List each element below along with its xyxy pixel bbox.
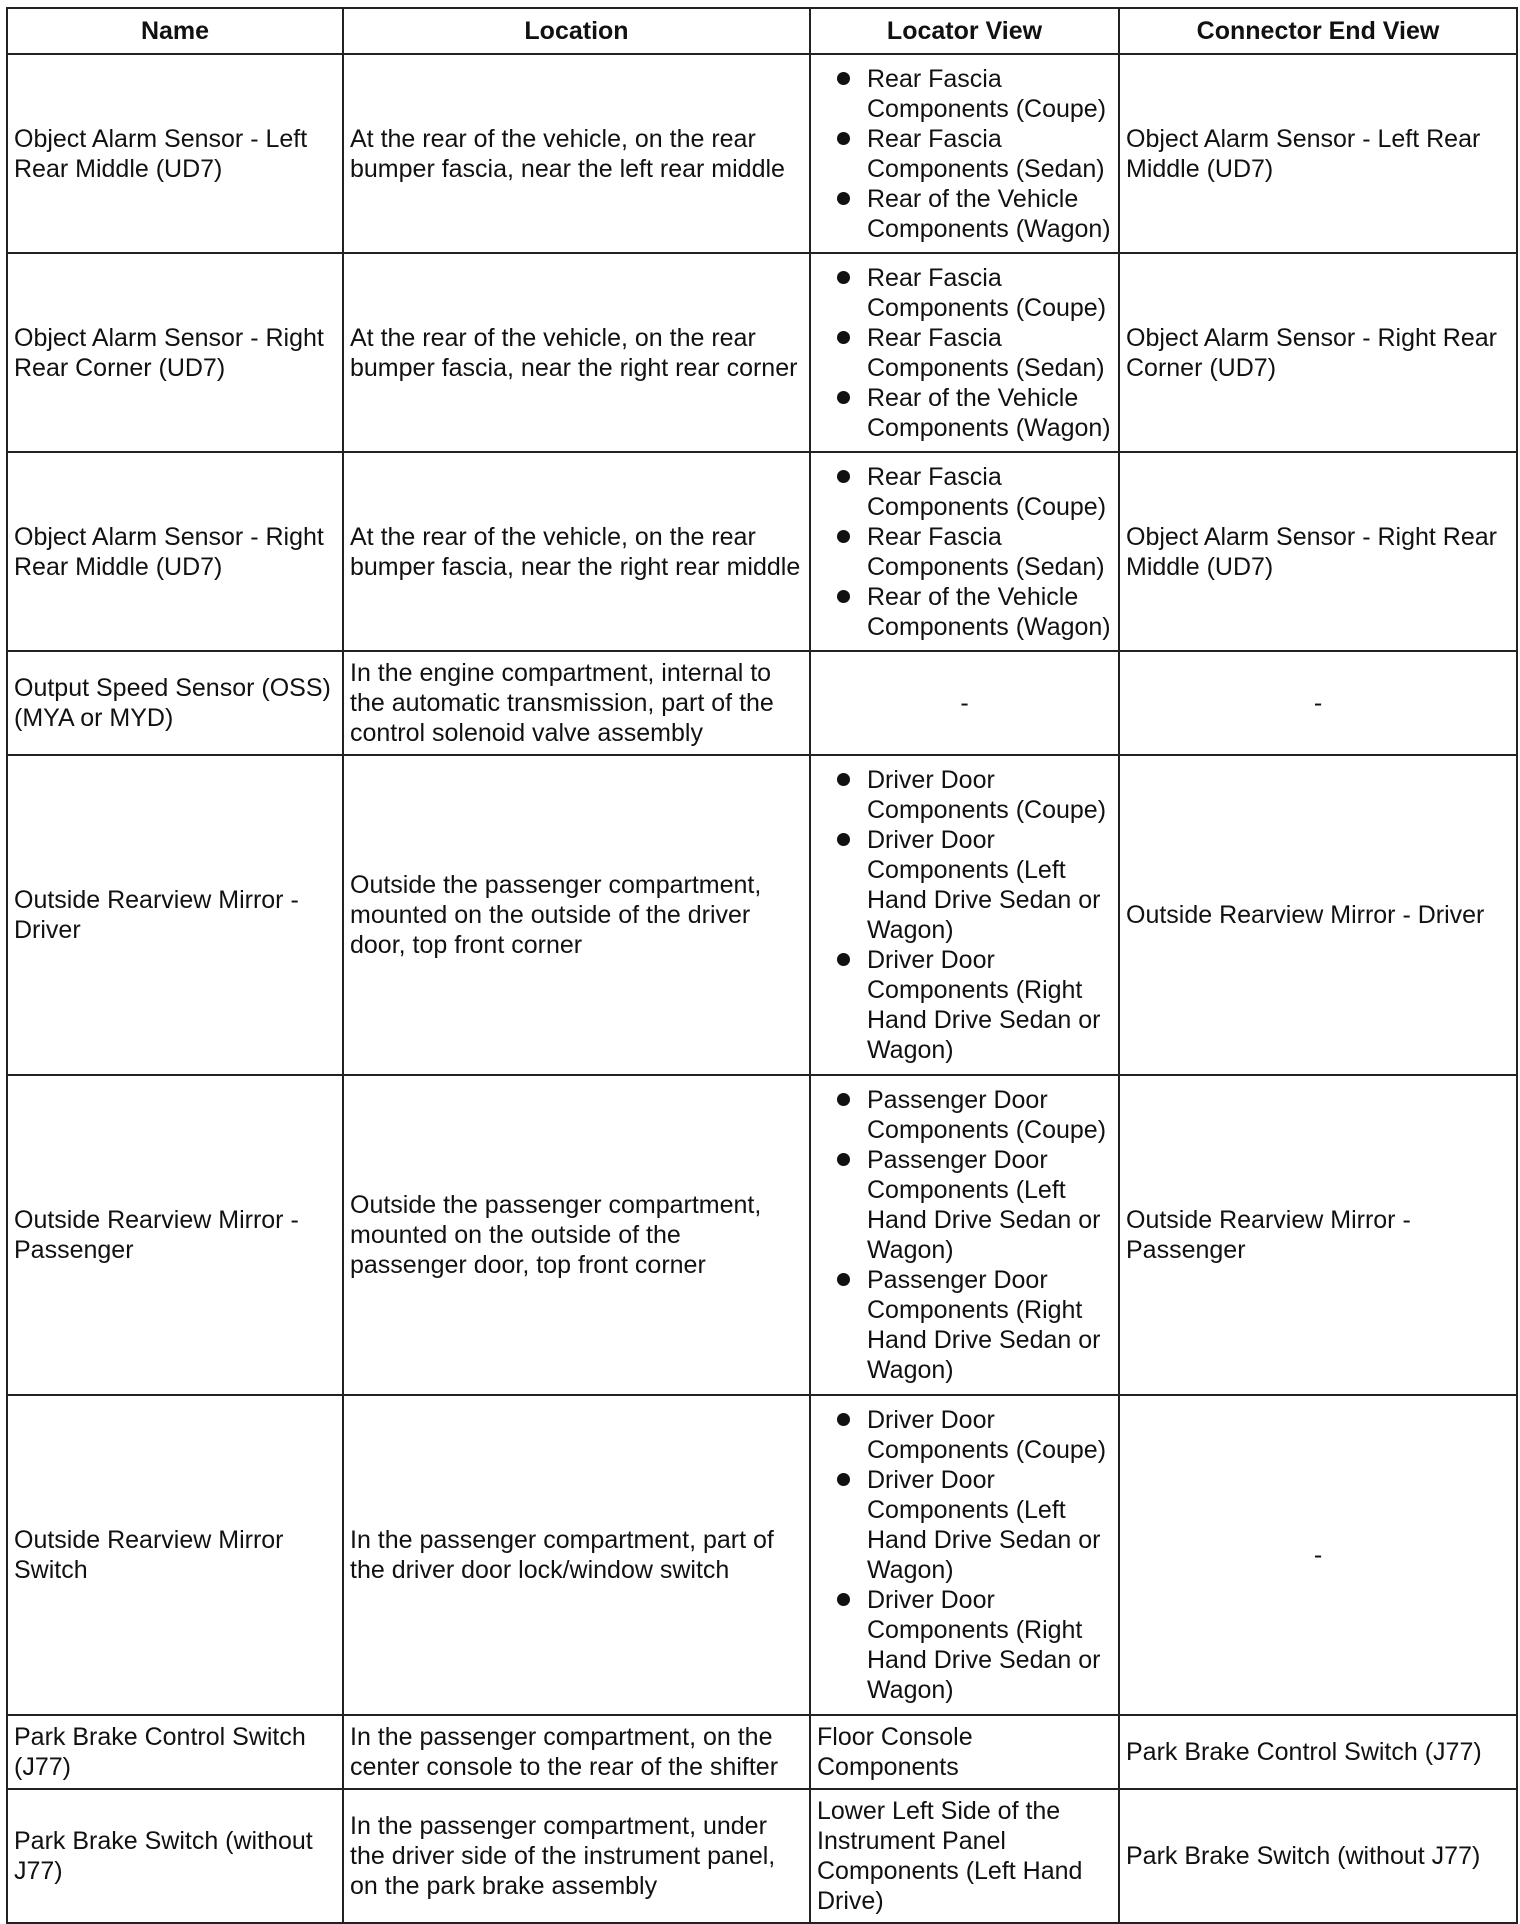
list-item bbox=[817, 1085, 1112, 1145]
cell-location: In the passenger compartment, part of the driver door lock/window switch bbox=[343, 1395, 810, 1715]
cell-connector-end-view: Object Alarm Sensor - Left Rear Middle (UD7) bbox=[1119, 54, 1517, 253]
cell-connector-end-view: Outside Rearview Mirror - Driver bbox=[1119, 755, 1517, 1075]
list-item bbox=[817, 124, 1112, 184]
cell-name: Outside Rearview Mirror Switch bbox=[7, 1395, 343, 1715]
locator-view-link-text: Driver Door Components (Left Hand Drive Sedan or Wagon) bbox=[867, 826, 1101, 944]
locator-view-link-text: Rear of the Vehicle Components (Wagon) bbox=[867, 184, 1111, 243]
list-item bbox=[817, 323, 1112, 383]
list-item bbox=[817, 1145, 1112, 1265]
locator-view-link-text: Rear of the Vehicle Components (Wagon) bbox=[867, 582, 1111, 641]
bullet-icon bbox=[837, 1093, 850, 1106]
cell-locator-view: - bbox=[810, 651, 1119, 755]
cell-locator-view bbox=[810, 253, 1119, 452]
cell-locator-view bbox=[810, 755, 1119, 1075]
locator-view-list bbox=[817, 765, 1112, 1065]
locator-view-list bbox=[817, 1405, 1112, 1705]
bullet-icon bbox=[837, 953, 850, 966]
list-item bbox=[817, 1465, 1112, 1585]
locator-view-link-text: Passenger Door Components (Right Hand Drive Sedan or Wagon) bbox=[867, 1266, 1101, 1384]
header-connector-end-view: Connector End View bbox=[1119, 8, 1517, 54]
table-body bbox=[7, 54, 1517, 1923]
cell-connector-end-view: Outside Rearview Mirror - Passenger bbox=[1119, 1075, 1517, 1395]
locator-view-link-text: Passenger Door Components (Coupe) bbox=[867, 1086, 1107, 1144]
list-item bbox=[817, 1265, 1112, 1385]
bullet-icon bbox=[837, 1153, 850, 1166]
bullet-icon bbox=[837, 470, 850, 483]
cell-location: In the passenger compartment, on the center console to the rear of the shifter bbox=[343, 1715, 810, 1789]
locator-view-link-text: Driver Door Components (Right Hand Drive Sedan or Wagon) bbox=[867, 946, 1101, 1064]
locator-view-link-text: Driver Door Components (Coupe) bbox=[867, 766, 1107, 824]
cell-connector-end-view: Object Alarm Sensor - Right Rear Corner (UD7) bbox=[1119, 253, 1517, 452]
cell-name: Output Speed Sensor (OSS) (MYA or MYD) bbox=[7, 651, 343, 755]
cell-locator-view: Floor Console Components bbox=[810, 1715, 1119, 1789]
locator-view-link-text: Driver Door Components (Left Hand Drive Sedan or Wagon) bbox=[867, 1466, 1101, 1584]
list-item bbox=[817, 184, 1112, 244]
bullet-icon bbox=[837, 773, 850, 786]
cell-locator-view bbox=[810, 452, 1119, 651]
locator-view-link-text: Rear Fascia Components (Sedan) bbox=[867, 124, 1105, 183]
list-item bbox=[817, 263, 1112, 323]
table-header-row bbox=[7, 8, 1517, 54]
cell-connector-end-view: Object Alarm Sensor - Right Rear Middle (UD7) bbox=[1119, 452, 1517, 651]
locator-view-link-text: Rear Fascia Components (Coupe) bbox=[867, 64, 1107, 123]
component-locator-table-page bbox=[6, 7, 1518, 1924]
locator-view-link-text: Rear of the Vehicle Components (Wagon) bbox=[867, 383, 1111, 442]
component-locator-table bbox=[6, 7, 1518, 1924]
locator-view-link-text: Driver Door Components (Coupe) bbox=[867, 1406, 1107, 1464]
bullet-icon bbox=[837, 1273, 850, 1286]
list-item bbox=[817, 945, 1112, 1065]
cell-locator-view bbox=[810, 54, 1119, 253]
list-item bbox=[817, 825, 1112, 945]
cell-location: In the passenger compartment, under the driver side of the instrument panel, on the park brake assembly bbox=[343, 1789, 810, 1923]
bullet-icon bbox=[837, 590, 850, 603]
cell-connector-end-view: - bbox=[1119, 651, 1517, 755]
cell-connector-end-view: Park Brake Control Switch (J77) bbox=[1119, 1715, 1517, 1789]
locator-view-link-text: Passenger Door Components (Left Hand Drive Sedan or Wagon) bbox=[867, 1146, 1101, 1264]
table-row bbox=[7, 755, 1517, 1075]
cell-locator-view bbox=[810, 1075, 1119, 1395]
list-item bbox=[817, 1585, 1112, 1705]
cell-location: At the rear of the vehicle, on the rear bumper fascia, near the left rear middle bbox=[343, 54, 810, 253]
cell-location: Outside the passenger compartment, mounted on the outside of the passenger door, top front corner bbox=[343, 1075, 810, 1395]
cell-connector-end-view: Park Brake Switch (without J77) bbox=[1119, 1789, 1517, 1923]
bullet-icon bbox=[837, 391, 850, 404]
list-item bbox=[817, 383, 1112, 443]
list-item bbox=[817, 582, 1112, 642]
bullet-icon bbox=[837, 1473, 850, 1486]
cell-name: Object Alarm Sensor - Right Rear Middle (UD7) bbox=[7, 452, 343, 651]
cell-name: Outside Rearview Mirror - Passenger bbox=[7, 1075, 343, 1395]
bullet-icon bbox=[837, 72, 850, 85]
bullet-icon bbox=[837, 1593, 850, 1606]
header-location: Location bbox=[343, 8, 810, 54]
cell-name: Object Alarm Sensor - Right Rear Corner (UD7) bbox=[7, 253, 343, 452]
locator-view-list bbox=[817, 64, 1112, 244]
locator-view-link-text: Rear Fascia Components (Coupe) bbox=[867, 263, 1107, 322]
cell-name: Outside Rearview Mirror - Driver bbox=[7, 755, 343, 1075]
locator-view-list bbox=[817, 263, 1112, 443]
table-row bbox=[7, 1395, 1517, 1715]
table-row bbox=[7, 1715, 1517, 1789]
locator-view-list bbox=[817, 462, 1112, 642]
list-item bbox=[817, 1405, 1112, 1465]
table-row bbox=[7, 253, 1517, 452]
cell-locator-view: Lower Left Side of the Instrument Panel Components (Left Hand Drive) bbox=[810, 1789, 1119, 1923]
locator-view-list bbox=[817, 1085, 1112, 1385]
cell-connector-end-view: - bbox=[1119, 1395, 1517, 1715]
header-name: Name bbox=[7, 8, 343, 54]
cell-location: At the rear of the vehicle, on the rear bumper fascia, near the right rear corner bbox=[343, 253, 810, 452]
table-row bbox=[7, 452, 1517, 651]
cell-name: Park Brake Switch (without J77) bbox=[7, 1789, 343, 1923]
bullet-icon bbox=[837, 1413, 850, 1426]
list-item bbox=[817, 462, 1112, 522]
header-locator-view: Locator View bbox=[810, 8, 1119, 54]
bullet-icon bbox=[837, 331, 850, 344]
bullet-icon bbox=[837, 530, 850, 543]
table-row bbox=[7, 1075, 1517, 1395]
cell-name: Park Brake Control Switch (J77) bbox=[7, 1715, 343, 1789]
bullet-icon bbox=[837, 271, 850, 284]
list-item bbox=[817, 522, 1112, 582]
table-row bbox=[7, 54, 1517, 253]
table-row bbox=[7, 651, 1517, 755]
cell-name: Object Alarm Sensor - Left Rear Middle (UD7) bbox=[7, 54, 343, 253]
bullet-icon bbox=[837, 192, 850, 205]
locator-view-link-text: Driver Door Components (Right Hand Drive Sedan or Wagon) bbox=[867, 1586, 1101, 1704]
list-item bbox=[817, 765, 1112, 825]
table-row bbox=[7, 1789, 1517, 1923]
locator-view-link-text: Rear Fascia Components (Coupe) bbox=[867, 462, 1107, 521]
cell-location: At the rear of the vehicle, on the rear bumper fascia, near the right rear middle bbox=[343, 452, 810, 651]
cell-location: Outside the passenger compartment, mounted on the outside of the driver door, top front corner bbox=[343, 755, 810, 1075]
bullet-icon bbox=[837, 833, 850, 846]
bullet-icon bbox=[837, 132, 850, 145]
cell-locator-view bbox=[810, 1395, 1119, 1715]
list-item bbox=[817, 64, 1112, 124]
locator-view-link-text: Rear Fascia Components (Sedan) bbox=[867, 323, 1105, 382]
locator-view-link-text: Rear Fascia Components (Sedan) bbox=[867, 522, 1105, 581]
cell-location: In the engine compartment, internal to the automatic transmission, part of the control solenoid valve assembly bbox=[343, 651, 810, 755]
